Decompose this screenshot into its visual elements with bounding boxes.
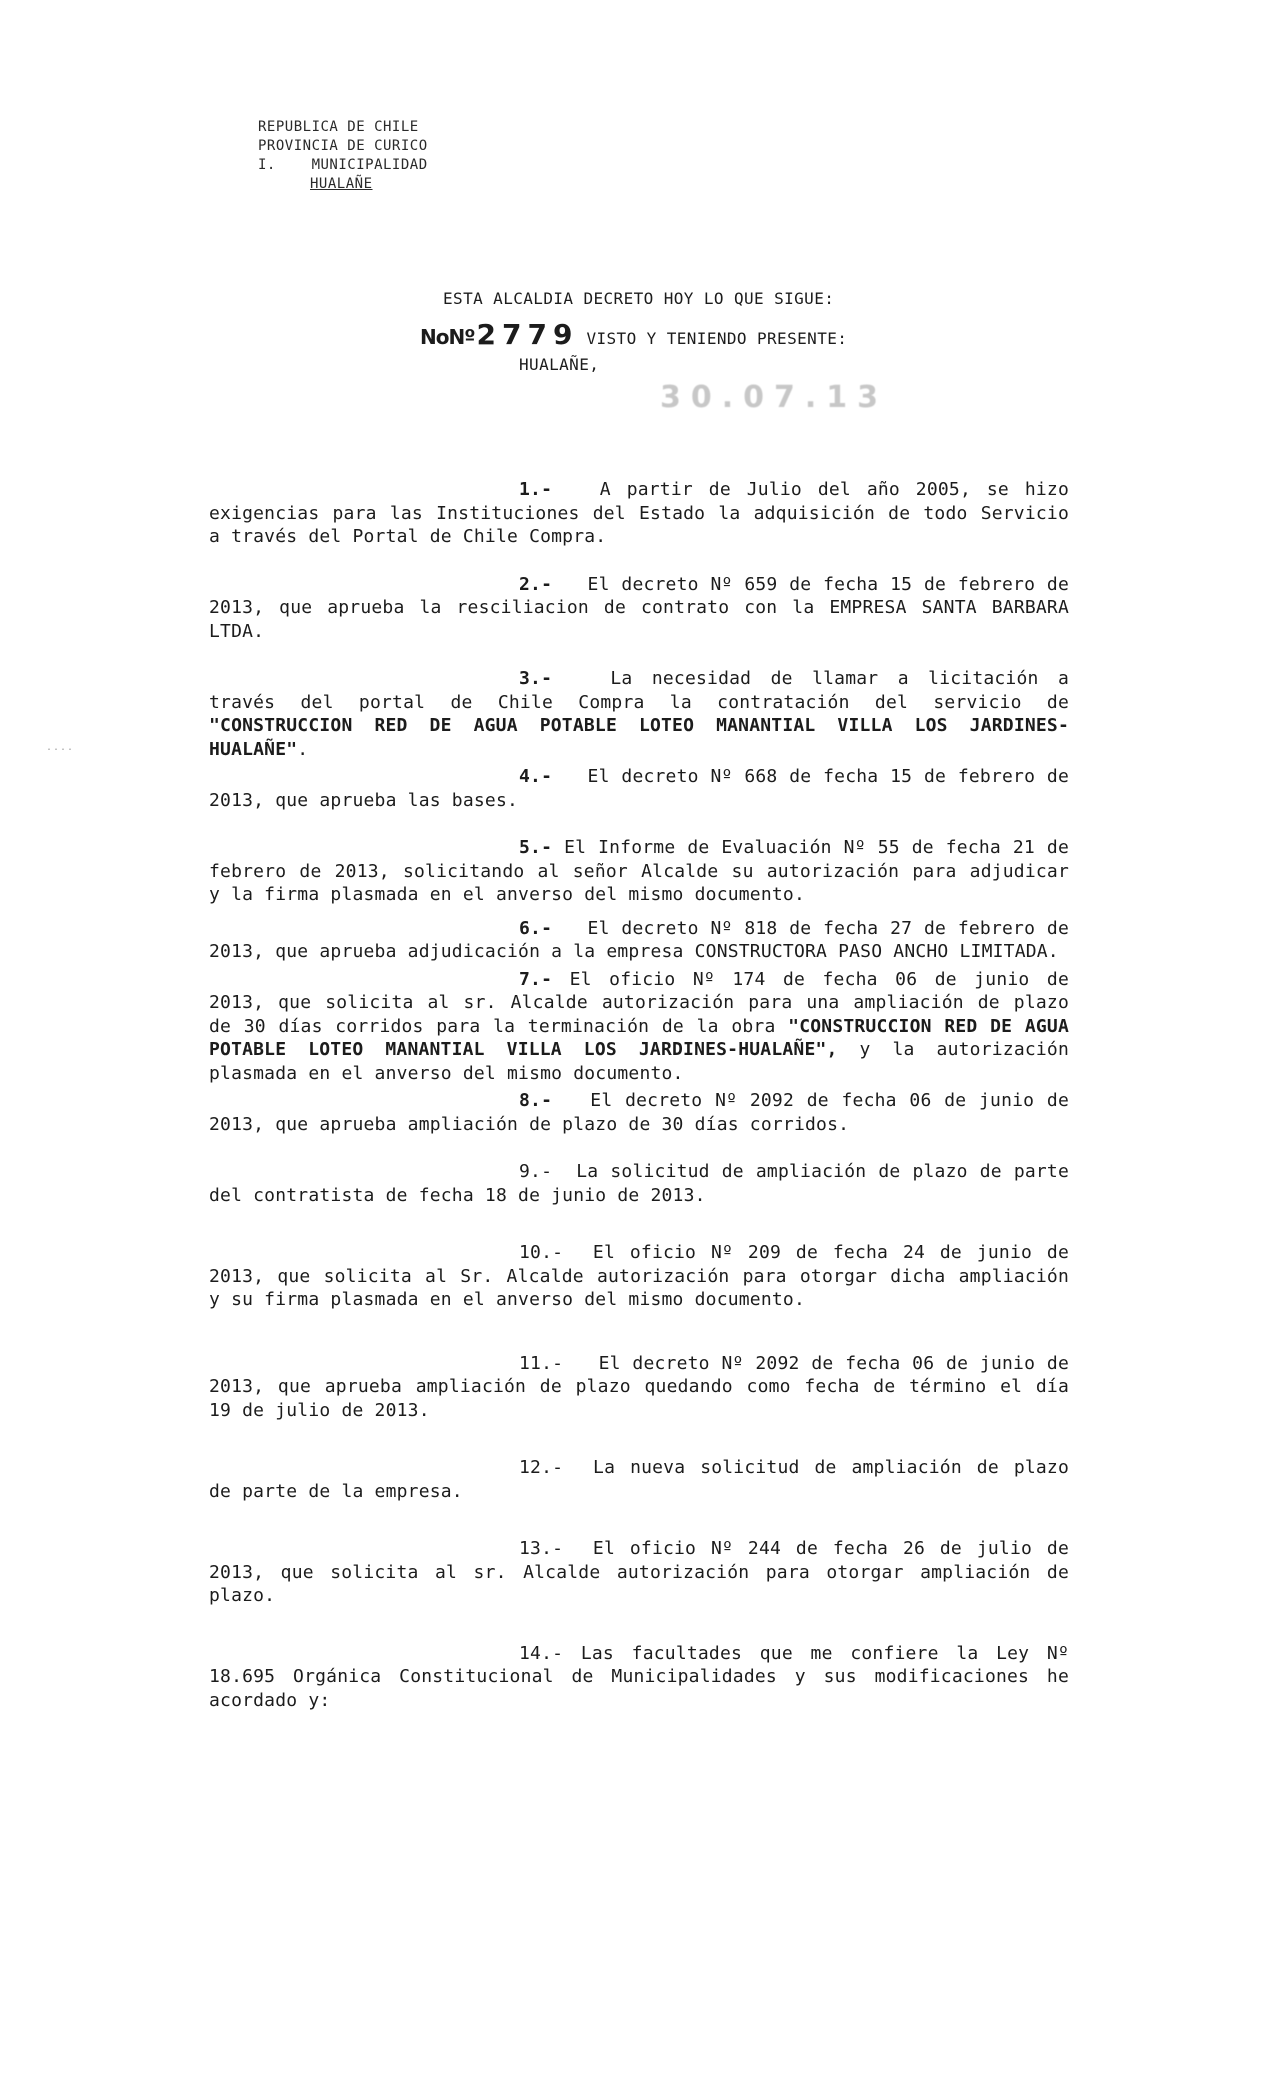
item-number: 8.- [519,1090,553,1111]
item-text: El decreto Nº 2092 de fecha 06 de junio de 2013, que aprueba ampliación de plazo quedando como fecha de término el día 19 de julio de 2013. [209,1352,1069,1421]
considerando-item-13 [209,1537,1069,1608]
date-stamp: 30.07.13 [660,380,889,415]
considerando-item-5 [209,836,1069,907]
decree-number: 2779 [476,318,579,351]
considerando-item-12 [209,1456,1069,1503]
letterhead-municipality: I. MUNICIPALIDAD [258,157,428,173]
item-number: 2.- [519,573,553,595]
decree-visto: VISTO Y TENIENDO PRESENTE: [586,329,848,348]
item-text: La solicitud de ampliación de plazo de parte del contratista de fecha 18 de junio de 2013. [209,1161,1070,1206]
item-text: La necesidad de llamar a licitación a través del portal de Chile Compra la contratación del servicio de [209,668,1069,713]
considerando-item-14 [209,1642,1069,1713]
letterhead [258,118,428,194]
considerando-item-1 [209,478,1069,549]
considerando-item-2 [209,573,1069,644]
item-text: El oficio Nº 174 de fecha 06 de junio de 2013, que solicita al sr. Alcalde autorización para una ampliación de plazo de 30 días corridos para la terminación de la obra [209,968,1069,1037]
item-text: El decreto Nº 668 de fecha 15 de febrero de 2013, que aprueba las bases. [209,766,1069,811]
item-text: El oficio Nº 244 de fecha 26 de julio de 2013, que solicita al sr. Alcalde autorización para otorgar ampliación de plazo. [209,1538,1069,1606]
letterhead-province: PROVINCIA DE CURICO [258,138,428,154]
considerando-item-3 [209,667,1069,761]
decree-place: HUALAÑE, [519,355,600,374]
item-bold-text: "CONSTRUCCION RED DE AGUA POTABLE LOTEO MANANTIAL VILLA LOS JARDINES-HUALAÑE" [209,715,1069,760]
letterhead-country: REPUBLICA DE CHILE [258,119,419,135]
item-text: A partir de Julio del año 2005, se hizo exigencias para las Instituciones del Estado la adquisición de todo Servicio a través del Portal de Chile Compra. [209,479,1069,547]
considerando-item-8 [209,1089,1069,1136]
decree-intro: ESTA ALCALDIA DECRETO HOY LO QUE SIGUE: [443,289,835,308]
item-text-end: y la autorización plasmada en el anverso del mismo documento. [209,1039,1070,1084]
item-number: 11.- [519,1352,564,1374]
item-number: 6.- [519,917,553,939]
item-text: Las facultades que me confiere la Ley Nº 18.695 Orgánica Constitucional de Municipalidades y sus modificaciones he acordado y: [209,1642,1069,1711]
item-text: El Informe de Evaluación Nº 55 de fecha 21 de febrero de 2013, solicitando al señor Alcalde su autorización para adjudicar y la firma plasmada en el anverso del mismo documento. [209,837,1069,905]
considerando-item-6 [209,917,1069,964]
item-bold-text: "CONSTRUCCION RED DE AGUA POTABLE LOTEO MANANTIAL VILLA LOS JARDINES-HUALAÑE", [209,1015,1069,1060]
considerandos-list [209,478,1069,1712]
considerando-item-4 [209,765,1069,812]
item-number: 5.- [519,837,553,858]
considerando-item-7 [209,968,1069,1086]
decree-number-prefix: NoNº [420,325,475,349]
margin-mark: .... [46,742,75,753]
item-number: 1.- [519,479,553,500]
item-number: 9.- [519,1161,553,1182]
item-text: El oficio Nº 209 de fecha 24 de junio de 2013, que solicita al Sr. Alcalde autorización para otorgar dicha ampliación y su firma plasmada en el anverso del mismo documento. [209,1242,1069,1310]
considerando-item-10 [209,1241,1069,1312]
considerando-item-11 [209,1352,1069,1423]
item-text: El decreto Nº 659 de fecha 15 de febrero de 2013, que aprueba la resciliacion de contrato con la EMPRESA SANTA BARBARA LTDA. [209,573,1069,642]
item-text: El decreto Nº 2092 de fecha 06 de junio de 2013, que aprueba ampliación de plazo de 30 días corridos. [209,1090,1069,1135]
decree-number-row [420,318,847,351]
item-text-end: . [297,738,309,760]
item-number: 7.- [519,968,553,990]
item-text: La nueva solicitud de ampliación de plazo de parte de la empresa. [209,1457,1069,1502]
item-number: 4.- [519,766,553,787]
item-number: 3.- [519,668,553,689]
item-number: 14.- [519,1642,564,1664]
item-text: El decreto Nº 818 de fecha 27 de febrero de 2013, que aprueba adjudicación a la empresa CONSTRUCTORA PASO ANCHO LIMITADA. [209,917,1069,962]
item-number: 12.- [519,1457,564,1478]
letterhead-commune: HUALAÑE [310,176,373,192]
considerando-item-9 [209,1160,1069,1207]
item-number: 13.- [519,1538,564,1559]
item-number: 10.- [519,1242,564,1263]
